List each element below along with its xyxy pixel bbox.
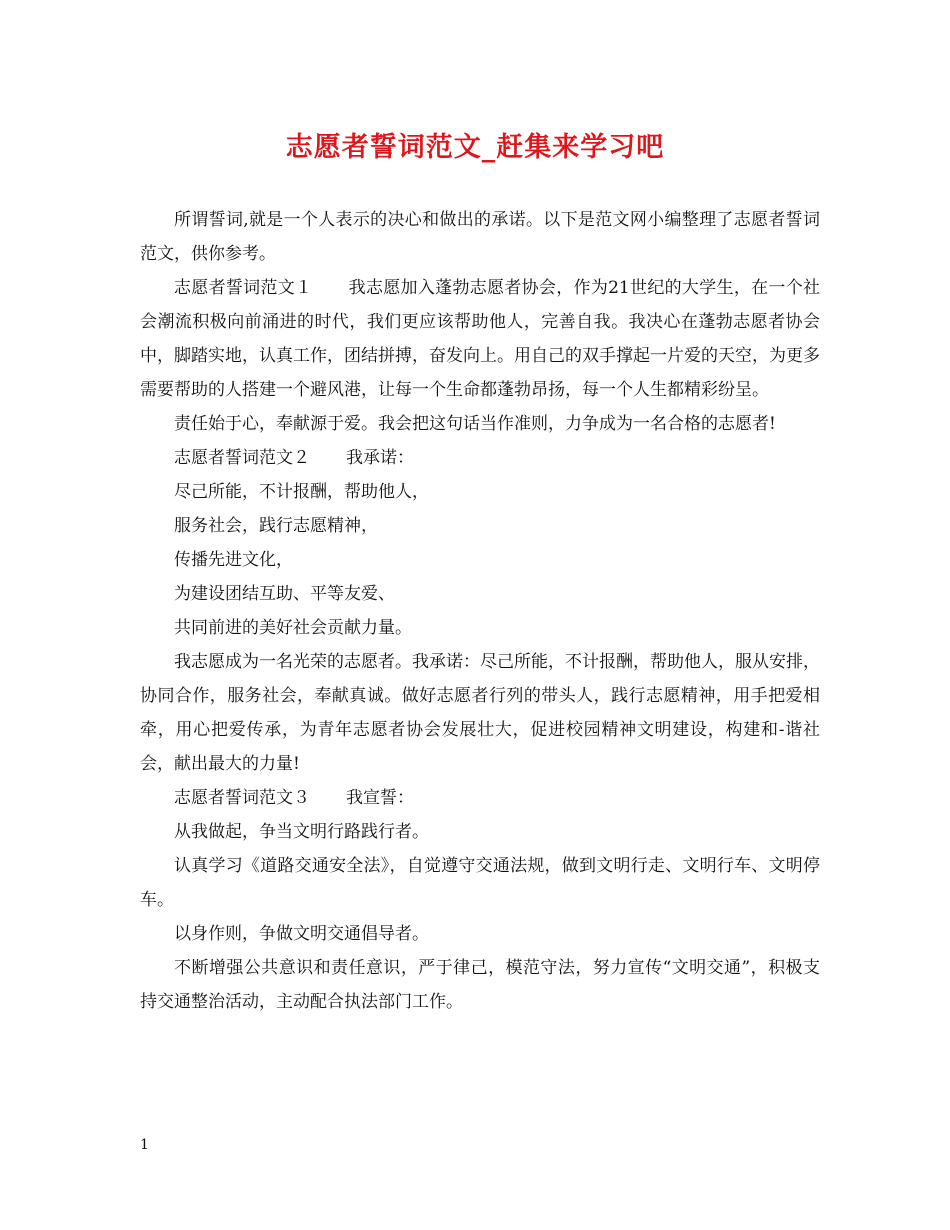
paragraph-text: 服务社会，践行志愿精神，	[174, 516, 378, 536]
paragraph-text: 尽己所能，不计报酬，帮助他人，	[174, 482, 429, 502]
paragraph-text: 所谓誓词,就是一个人表示的决心和做出的承诺。以下是范文网小编整理了志愿者誓词范文，供你参考。	[140, 210, 820, 264]
paragraph	[140, 781, 820, 815]
paragraph-text: 不断增强公共意识和责任意识，严于律己，模范守法，努力宣传“文明交通”，积极支持交通整治活动，主动配合执法部门工作。	[140, 958, 820, 1012]
paragraph	[140, 645, 820, 781]
paragraph	[140, 815, 820, 849]
paragraph	[140, 509, 820, 543]
paragraph-text: 我宣誓：	[346, 788, 414, 808]
paragraph-text: 我志愿加入蓬勃志愿者协会，作为21世纪的大学生，在一个社会潮流积极向前涌进的时代，我们更应该帮助他人，完善自我。我决心在蓬勃志愿者协会中，脚踏实地，认真工作，团结拼搏，奋发向上。用自己的双手撑起一片爱的天空，为更多需要帮助的人搭建一个避风港，让每一个生命都蓬勃昂扬，每一个人生都精彩纷呈。	[140, 278, 820, 400]
paragraph	[140, 271, 820, 407]
paragraph	[140, 951, 820, 1019]
paragraph	[140, 543, 820, 577]
paragraph-text: 以身作则，争做文明交通倡导者。	[174, 924, 429, 944]
page-number: 1	[140, 1137, 149, 1153]
paragraph	[140, 475, 820, 509]
paragraph	[140, 917, 820, 951]
paragraph	[140, 849, 820, 917]
paragraph-text: 从我做起，争当文明行路践行者。	[174, 822, 429, 842]
paragraph-text: 传播先进文化，	[174, 550, 293, 570]
paragraph	[140, 577, 820, 611]
paragraph-text: 我承诺：	[346, 448, 414, 468]
paragraph	[140, 441, 820, 475]
section-heading: 志愿者誓词范文３	[174, 788, 310, 808]
paragraph-text: 认真学习《道路交通安全法》，自觉遵守交通法规，做到文明行走、文明行车、文明停车。	[140, 856, 820, 910]
section-heading: 志愿者誓词范文１	[174, 278, 313, 298]
paragraph-text: 共同前进的美好社会贡献力量。	[174, 618, 412, 638]
paragraph	[140, 203, 820, 271]
document-title: 志愿者誓词范文_赶集来学习吧	[285, 132, 665, 163]
paragraph-text: 为建设团结互助、平等友爱、	[174, 584, 395, 604]
paragraph	[140, 611, 820, 645]
paragraph	[140, 407, 820, 441]
section-heading: 志愿者誓词范文２	[174, 448, 310, 468]
paragraph-text: 我志愿成为一名光荣的志愿者。我承诺：尽己所能，不计报酬，帮助他人，服从安排，协同合作，服务社会，奉献真诚。做好志愿者行列的带头人，践行志愿精神，用手把爱相牵，用心把爱传承，为青年志愿者协会发展壮大，促进校园精神文明建设，构建和-谐社会，献出最大的力量!	[140, 652, 820, 774]
paragraph-text: 责任始于心，奉献源于爱。我会把这句话当作准则，力争成为一名合格的志愿者!	[174, 414, 776, 434]
document-body	[140, 203, 820, 1019]
